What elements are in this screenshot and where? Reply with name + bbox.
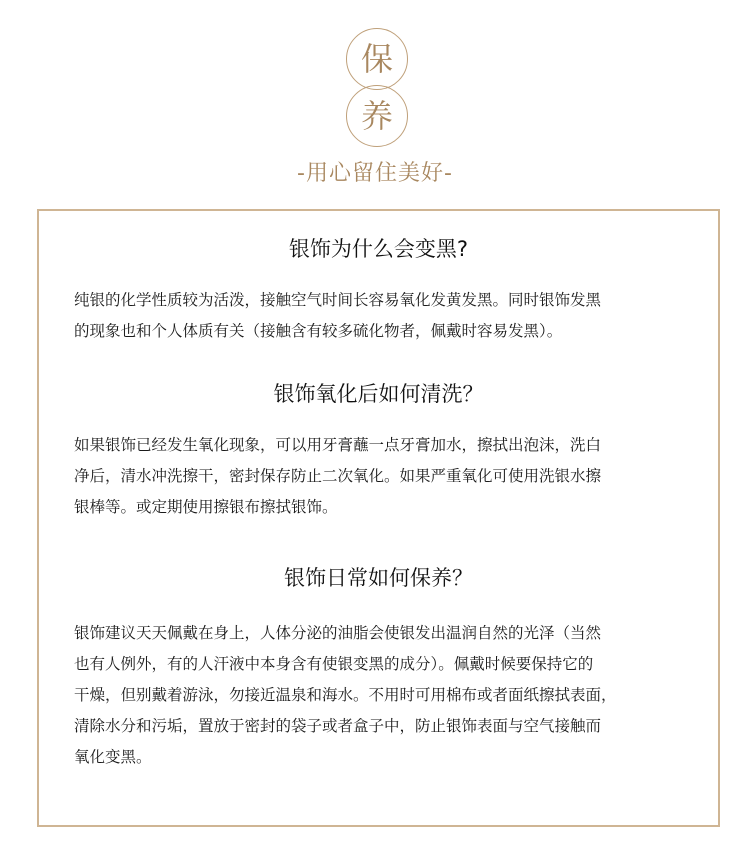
body-line: 银饰建议天天佩戴在身上，人体分泌的油脂会使银发出温润自然的光泽（当然 — [74, 624, 602, 642]
section-body-why-black — [74, 285, 694, 347]
badge-bao — [346, 28, 408, 90]
badge-bao-char: 保 — [360, 40, 393, 78]
body-line: 的现象也和个人体质有关（接触含有较多硫化物者，佩戴时容易发黑）。 — [74, 322, 563, 340]
body-line: 清除水分和污垢，置放于密封的袋子或者盒子中，防止银饰表面与空气接触而 — [74, 717, 602, 735]
badge-yang-char: 养 — [360, 97, 393, 135]
section-title-daily-care: 银饰日常如何保养？ — [284, 566, 473, 590]
section-title-cleaning: 银饰氧化后如何清洗？ — [273, 382, 484, 406]
body-line: 也有人例外，有的人汗液中本身含有使银变黑的成分）。佩戴时候要保持它的 — [74, 655, 594, 673]
body-line: 银棒等。或定期使用擦银布擦拭银饰。 — [74, 498, 338, 516]
tagline: -用心留住美好- — [297, 161, 453, 186]
badge-yang — [346, 85, 408, 147]
section-body-daily-care — [74, 618, 694, 773]
body-line: 如果银饰已经发生氧化现象，可以用牙膏蘸一点牙膏加水，擦拭出泡沫，洗白 — [74, 436, 602, 454]
section-title-why-black: 银饰为什么会变黑? — [288, 237, 469, 261]
body-line: 氧化变黑。 — [74, 748, 152, 766]
body-line: 净后，清水冲洗擦干，密封保存防止二次氧化。如果严重氧化可使用洗银水擦 — [74, 467, 602, 485]
body-line: 纯银的化学性质较为活泼，接触空气时间长容易氧化发黄发黑。同时银饰发黑 — [74, 291, 602, 309]
section-body-cleaning — [74, 430, 694, 523]
body-line: 干燥，但别戴着游泳，勿接近温泉和海水。不用时可用棉布或者面纸擦拭表面， — [74, 686, 617, 704]
care-info-card — [37, 209, 720, 827]
